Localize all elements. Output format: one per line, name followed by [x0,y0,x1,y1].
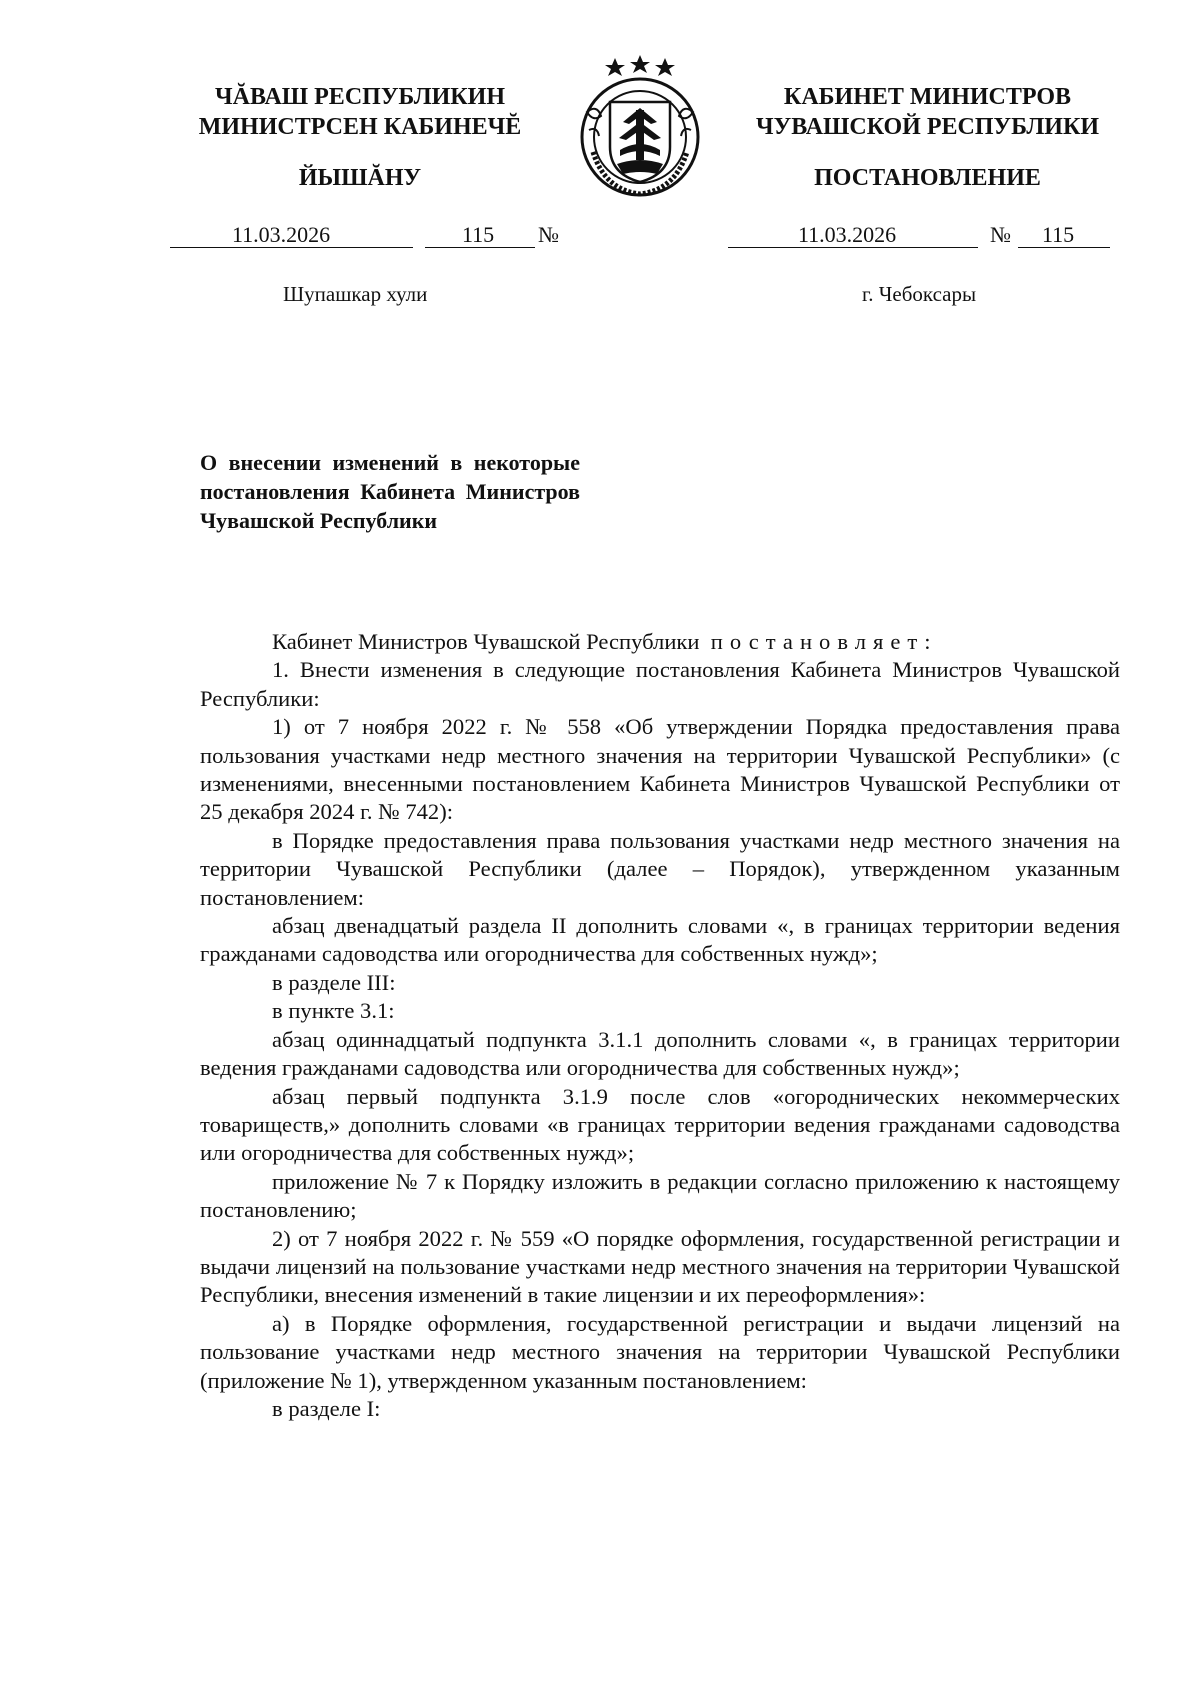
left-number: 115 [462,222,495,247]
document-body [200,628,1120,1423]
body-paragraph: а) в Порядке оформления, государственной регистрации и выдачи лицензий на пользование участками недр местного значения на территории Чувашской Республики (приложение № 1), утвержденном указанным постановлением: [200,1310,1120,1393]
header-right-line1: КАБИНЕТ МИНИСТРОВ [783,84,1072,110]
header-left-line2: МИНИСТРСЕН КАБИНЕЧĔ [198,114,522,140]
intro-paragraph [200,628,1120,656]
body-paragraph: абзац первый подпункта 3.1.9 после слов «огороднических некоммерческих товариществ,» дополнить словами «в границах территории ведения гражданами садоводства или огородничества для собственных нужд»; [200,1083,1120,1166]
chuvash-coat-of-arms-icon [565,52,715,202]
right-number: 115 [1042,222,1075,247]
body-paragraph: 1) от 7 ноября 2022 г. № 558 «Об утверждении Порядка предоставления права пользования участками недр местного значения на территории Чувашской Республики» (с изменениями, внесенными постановлением Кабинета Министров Чувашской Республики от 25 декабря 2024 г. № 742): [200,714,1120,825]
right-number-sign: № [990,222,1011,247]
left-date: 11.03.2026 [232,222,331,247]
right-city: г. Чебоксары [862,282,977,306]
body-paragraph: абзац двенадцатый раздела II дополнить словами «, в границах территории ведения гражданами садоводства или огородничества для собственных нужд»; [200,913,1120,967]
header-left-line1: ЧĂВАШ РЕСПУБЛИКИН [215,84,505,110]
body-paragraph: приложение № 7 к Порядку изложить в редакции согласно приложению к настоящему постановлению; [200,1168,1120,1223]
right-date: 11.03.2026 [798,222,897,247]
intro-subject: Кабинет Министров Чувашской Республики [272,629,700,654]
body-paragraph: в пункте 3.1: [272,998,395,1024]
document-title: О внесении изменений в некоторые постановления Кабинета Министров Чувашской Республики [200,450,580,533]
body-paragraph: в разделе III: [272,969,396,995]
body-paragraph: в разделе I: [272,1395,381,1421]
header-left-doc-type: ЙЫШĂНУ [298,165,422,191]
body-paragraph: 1. Внести изменения в следующие постановления Кабинета Министров Чувашской Республики: [200,657,1120,711]
body-paragraph: 2) от 7 ноября 2022 г. № 559 «О порядке оформления, государственной регистрации и выдачи лицензий на пользование участками недр местного значения на территории Чувашской Республики, внесения изменений в такие лицензии и их переоформления»: [200,1225,1120,1308]
left-city: Шупашкар хули [283,282,428,306]
star-icon [605,55,675,76]
header-right-doc-type: ПОСТАНОВЛЕНИЕ [814,165,1041,191]
left-number-sign: № [538,222,559,247]
intro-verb: постановляет: [710,629,938,654]
body-paragraph: абзац одиннадцатый подпункта 3.1.1 дополнить словами «, в границах территории ведения гражданами садоводства или огородничества для собственных нужд»; [200,1026,1120,1081]
body-paragraph: в Порядке предоставления права пользования участками недр местного значения на территории Чувашской Республики (далее – Порядок), утвержденном указанным постановлением: [200,827,1120,910]
header-right-line2: ЧУВАШСКОЙ РЕСПУБЛИКИ [755,114,1100,140]
